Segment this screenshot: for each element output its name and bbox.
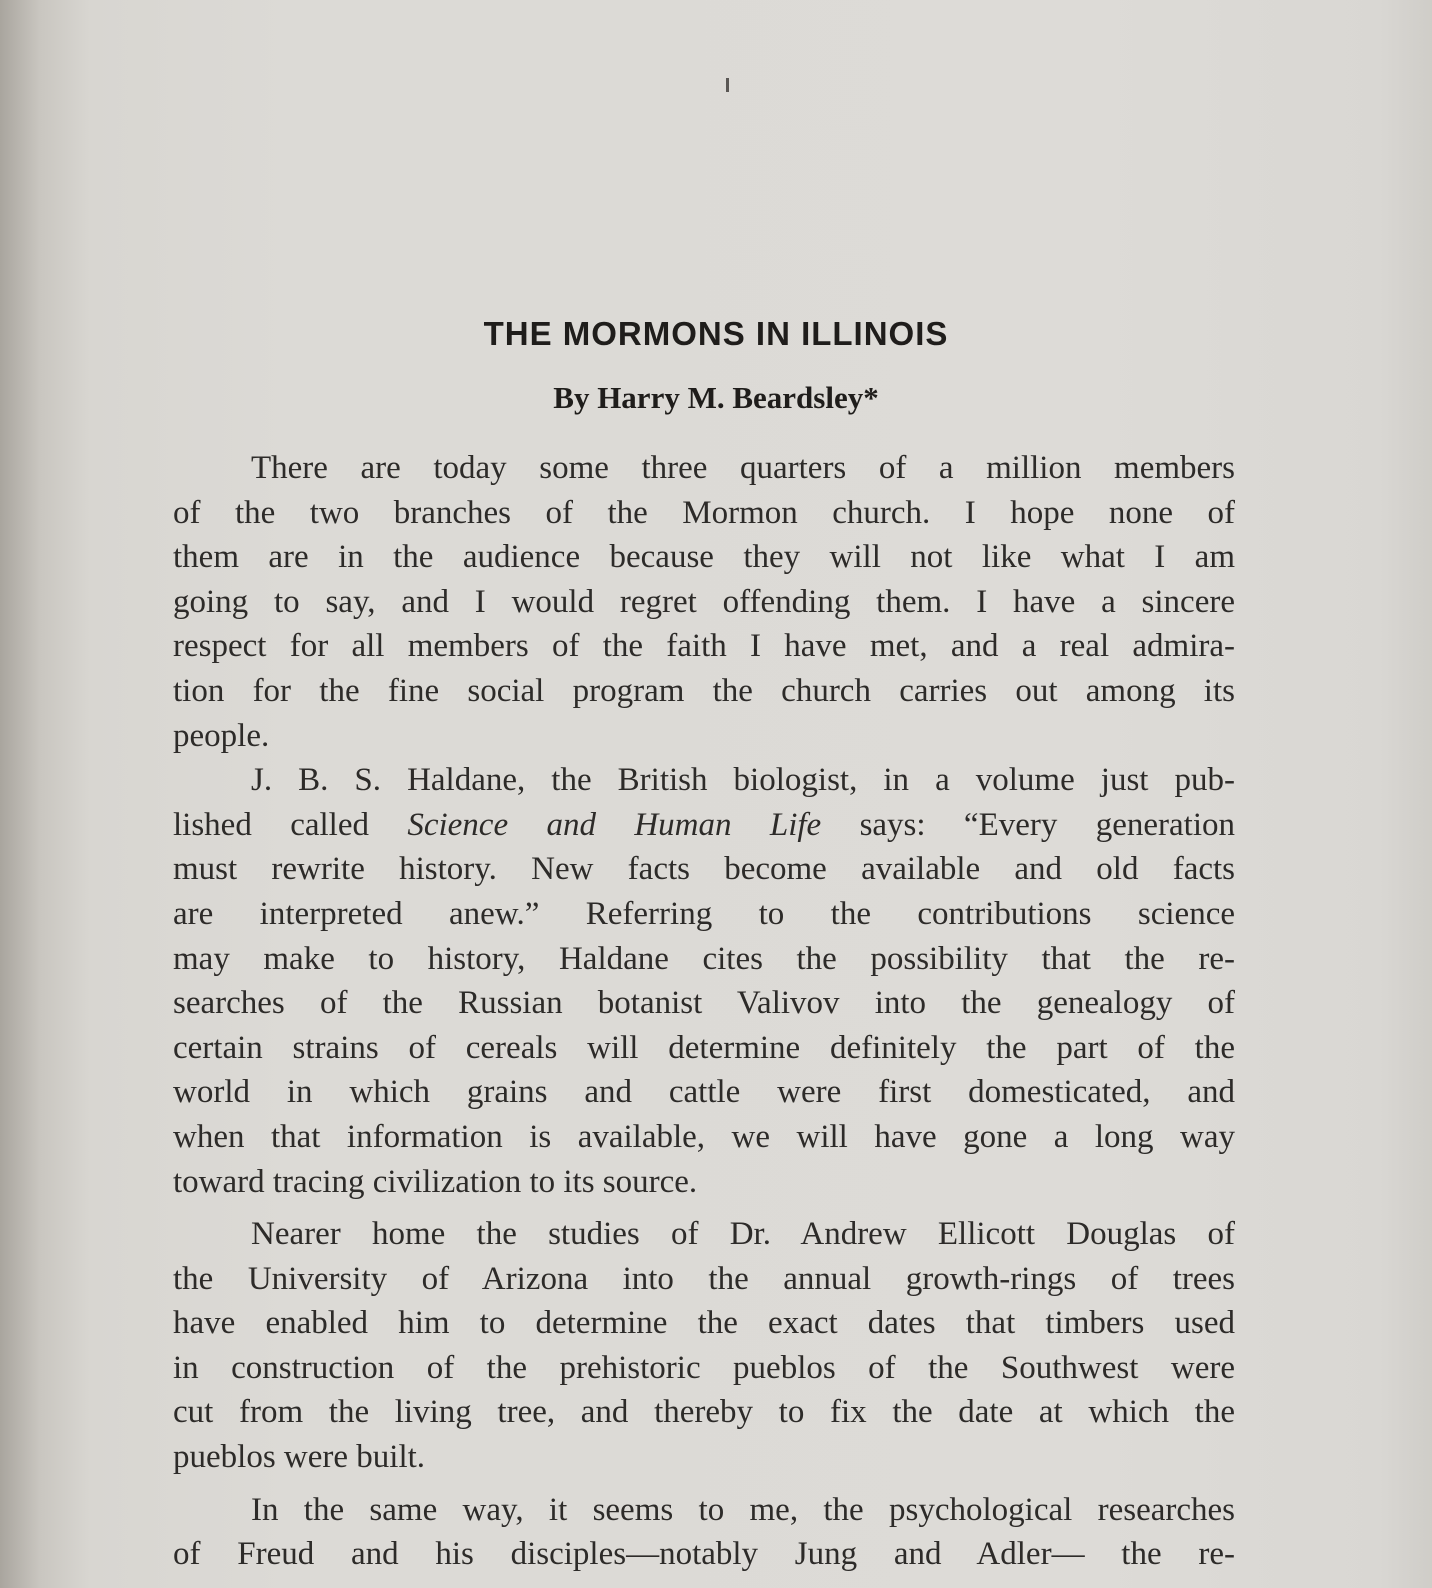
paragraph-2	[173, 758, 1235, 1204]
text-line: Nearer home the studies of Dr. Andrew Ellicott Douglas of	[251, 1216, 1235, 1253]
text-line: respect for all members of the faith I have met, and a real admira-	[173, 628, 1235, 665]
text-line: There are today some three quarters of a million members	[251, 450, 1235, 486]
text-line-with-book-title	[173, 803, 1235, 848]
text-line: pueblos were built.	[173, 1439, 426, 1476]
paragraph-1	[173, 446, 1235, 758]
text-line: of Freud and his disciples—notably Jung and Adler— the re-	[173, 1536, 1235, 1573]
text-line: cut from the living tree, and thereby to fix the date at which the	[173, 1394, 1235, 1431]
text-line: J. B. S. Haldane, the British biologist, in a volume just pub-	[251, 762, 1235, 799]
paragraph-4	[173, 1488, 1235, 1577]
text-line: are interpreted anew.” Referring to the contributions science	[173, 895, 1235, 932]
article-byline: By Harry M. Beardsley*	[553, 380, 879, 415]
text-line: toward tracing civilization to its source.	[173, 1163, 698, 1200]
text-line: when that information is available, we will have gone a long way	[173, 1118, 1235, 1155]
text-line: in construction of the prehistoric pueblos of the Southwest were	[173, 1349, 1235, 1386]
text-segment: says: “Every generation	[821, 806, 1236, 843]
text-line: certain strains of cereals will determine definitely the part of the	[173, 1029, 1235, 1066]
page-folio-mark	[726, 78, 729, 92]
text-line: have enabled him to determine the exact dates that timbers used	[173, 1305, 1235, 1342]
text-line: them are in the audience because they will not like what I am	[173, 539, 1235, 576]
text-line: may make to history, Haldane cites the possibility that the re-	[173, 940, 1235, 977]
text-line: tion for the fine social program the church carries out among its	[173, 672, 1235, 709]
text-line: world in which grains and cattle were first domesticated, and	[173, 1074, 1235, 1111]
text-line: searches of the Russian botanist Valivov into the genealogy of	[173, 985, 1235, 1022]
text-segment: lished called	[173, 806, 408, 843]
text-line: people.	[173, 717, 270, 754]
text-line: going to say, and I would regret offending them. I have a sincere	[173, 583, 1235, 620]
book-title: Science and Human Life	[407, 806, 822, 843]
text-line: of the two branches of the Mormon church. I hope none of	[173, 494, 1235, 531]
text-line: the University of Arizona into the annual growth-rings of trees	[173, 1260, 1235, 1297]
article-title: THE MORMONS IN ILLINOIS	[483, 315, 949, 352]
text-line: In the same way, it seems to me, the psychological researches	[251, 1491, 1235, 1528]
article-body	[173, 446, 1235, 1577]
text-line: must rewrite history. New facts become available and old facts	[173, 851, 1235, 888]
paragraph-3	[173, 1212, 1235, 1480]
